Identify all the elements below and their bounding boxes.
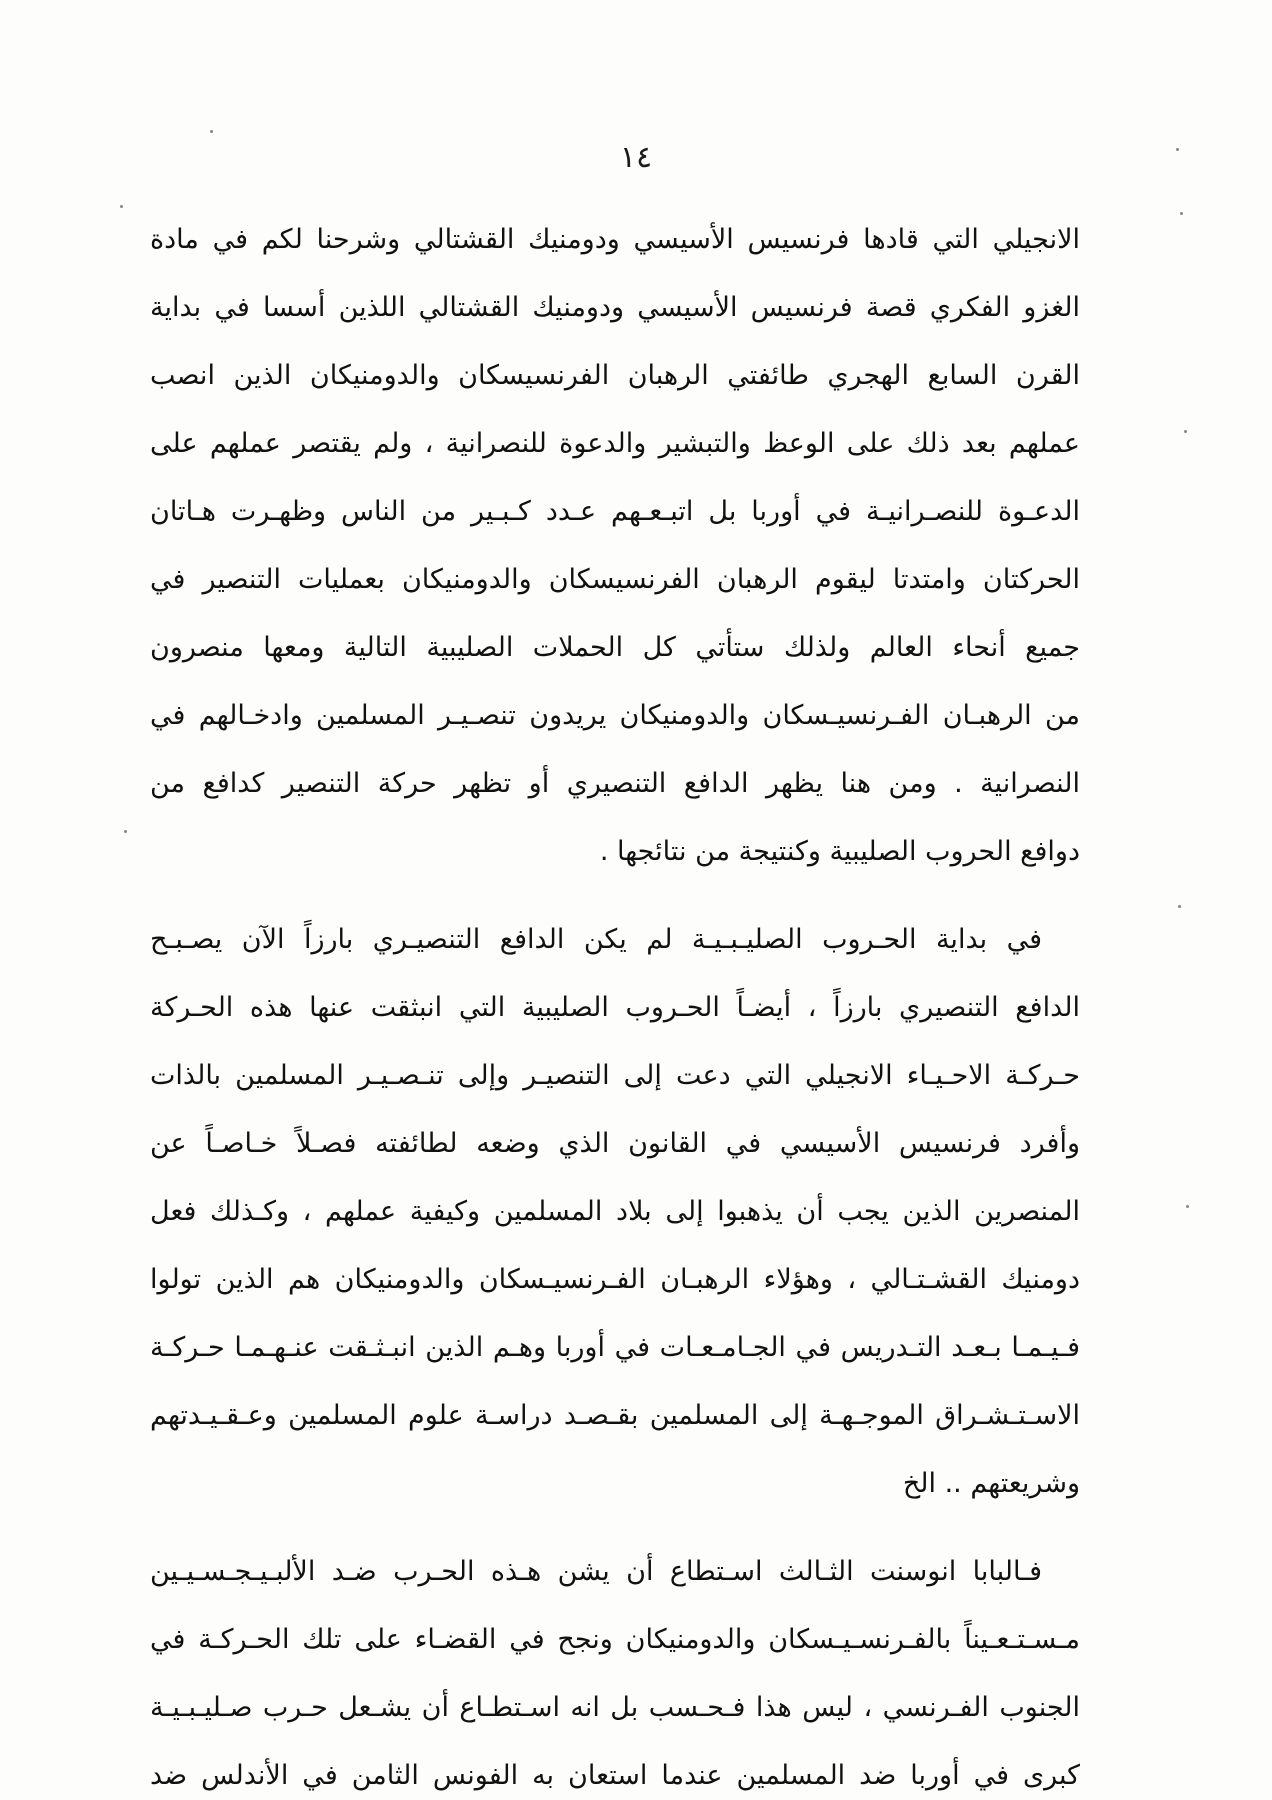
text-line: عملهم بعد ذلك على الوعظ والتبشير والدعوة للنصرانية ، ولم يقتصر عملهم على [150,428,1080,459]
scan-speck [1178,905,1181,908]
text-line: في بداية الحـروب الصليـبـيـة لم يكن الدافع التنصيـري بارزاً الآن يصـبـح [150,924,1042,955]
page-number: ١٤ [619,140,653,175]
paragraph-gap [150,886,1080,906]
body-text [150,206,1080,1800]
text-line: النصرانية . ومن هنا يظهر الدافع التنصيري أو تظهر حركة التنصير كدافع من [150,768,1080,799]
text-line: فـالبابا انوسنت الثـالث اسـتطاع أن يشن هـذه الحـرب ضـد الألبـيـجـسـيـين [150,1556,1042,1587]
scan-speck [124,830,127,833]
text-line: مـسـتـعـيناً بالفـرنسـيـسكان والدومنيكان ونجح في القضـاء على تلك الحـركـة في [150,1624,1080,1655]
text-line: المنصرين الذين يجب أن يذهبوا إلى بلاد المسلمين وكيفية عملهم ، وكـذلك فعل [150,1196,1080,1227]
text-line: الغزو الفكري قصة فرنسيس الأسيسي ودومنيك القشتالي اللذين أسسا في بداية [150,292,1080,323]
text-line: الانجيلي التي قادها فرنسيس الأسيسي ودومنيك القشتالي وشرحنا لكم في مادة [150,224,1080,255]
paragraph [150,1538,1080,1800]
text-line: الجنوب الفـرنسي ، ليس هذا فـحـسب بل انه اسـتطـاع أن يشـعل حـرب صـليـبـيـة [150,1692,1080,1723]
scan-speck [120,205,123,208]
text-line: وشريعتهم .. الخ [902,1468,1080,1499]
text-line: دوافع الحروب الصليبية وكنتيجة من نتائجها . [599,836,1080,867]
text-line: دومنيك القشـتـالي ، وهؤلاء الرهبـان الفـرنسيـسكان والدومنيكان هم الذين تولوا [150,1264,1080,1295]
text-line: من الرهبـان الفـرنسيـسكان والدومنيكان يريدون تنصـيـر المسلمين وادخـالهم في [150,700,1080,731]
text-line: جميع أنحاء العالم ولذلك ستأتي كل الحملات الصليبية التالية ومعها منصرون [150,632,1080,663]
paragraph-gap [150,1518,1080,1538]
text-line: فـيـمـا بـعـد التـدريس في الجـامـعـات في أوربا وهـم الذين انبـثـقت عنـهـمـا حـركـة [150,1332,1080,1363]
text-line: وأفرد فرنسيس الأسيسي في القانون الذي وضعه لطائفته فصـلاً خـاصـاً عن [150,1128,1080,1159]
text-line: الاسـتـشـراق الموجـهـة إلى المسلمين بقـصـد دراسـة علوم المسلمين وعـقـيـدتهم [150,1400,1080,1431]
paragraph [150,906,1080,1518]
scan-speck [1180,212,1183,215]
text-line: حـركـة الاحـيـاء الانجيلي التي دعت إلى التنصيـر وإلى تنـصـيـر المسلمين بالذات [150,1060,1080,1091]
scan-speck [1184,430,1187,433]
text-line: الحركتان وامتدتا ليقوم الرهبان الفرنسيسكان والدومنيكان بعمليات التنصير في [150,564,1080,595]
text-line: الدعـوة للنصـرانيـة في أوربا بل اتبـعـهم عـدد كـبـير من الناس وظهـرت هـاتان [150,496,1080,527]
text-line: الدافع التنصيري بارزاً ، أيضـاً الحـروب الصليبية التي انبثقت عنها هذه الحـركة [150,992,1080,1023]
paragraph [150,206,1080,886]
scan-speck [1186,1205,1189,1208]
text-line: كبرى في أوربا ضد المسلمين عندما استعان به الفونس الثامن في الأندلس ضد [150,1760,1080,1791]
scan-speck [210,130,213,133]
text-line: القرن السابع الهجري طائفتي الرهبان الفرنسيسكان والدومنيكان الذين انصب [150,360,1080,391]
